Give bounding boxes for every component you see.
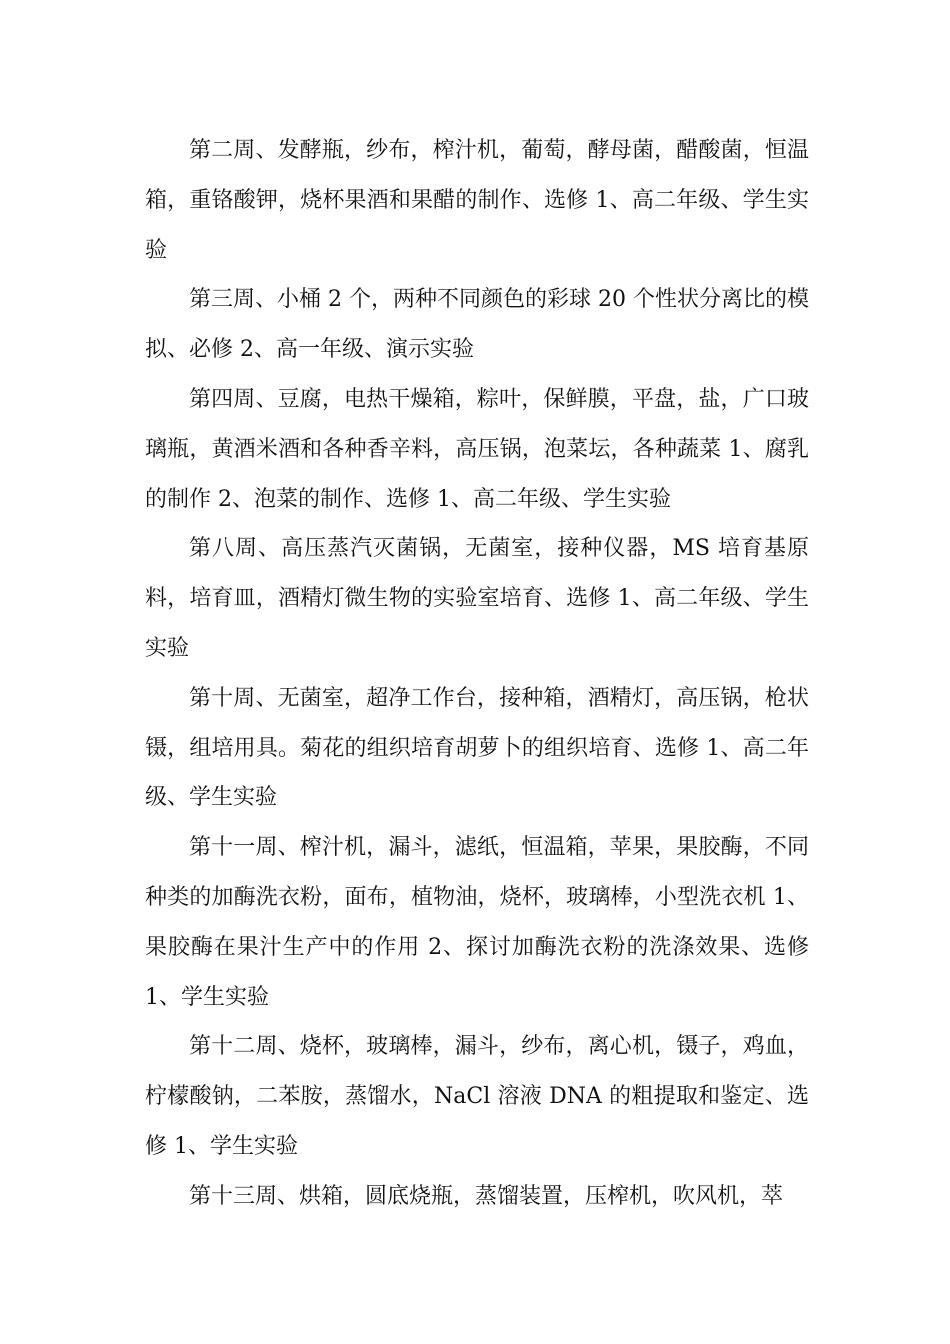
paragraph-week-4: 第四周、豆腐，电热干燥箱，粽叶，保鲜膜，平盘，盐，广口玻璃瓶，黄酒米酒和各种香辛料，高压锅，泡菜坛，各种蔬菜 1、腐乳的制作 2、泡菜的制作、选修 1、高二年级、学生实验 [145, 386, 809, 512]
paragraph-week-13: 第十三周、烘箱，圆底烧瓶，蒸馏装置，压榨机，吹风机，萃 [189, 1183, 784, 1209]
paragraph-week-3: 第三周、小桶 2 个，两种不同颜色的彩球 20 个性状分离比的模拟、必修 2、高一年级、演示实验 [145, 287, 809, 363]
paragraph-week-2: 第二周、发酵瓶，纱布，榨汁机，葡萄，酵母菌，醋酸菌，恒温箱，重铬酸钾，烧杯果酒和果醋的制作、选修 1、高二年级、学生实验 [145, 138, 809, 263]
paragraph-week-12: 第十二周、烧杯，玻璃棒，漏斗，纱布，离心机，镊子，鸡血，柠檬酸钠，二苯胺，蒸馏水，NaCl 溶液 DNA 的粗提取和鉴定、选修 1、学生实验 [145, 1034, 809, 1159]
paragraph-week-8: 第八周、高压蒸汽灭菌锅，无菌室，接种仪器，MS 培育基原料，培育皿，酒精灯微生物的实验室培育、选修 1、高二年级、学生实验 [145, 536, 809, 661]
paragraph-week-10: 第十周、无菌室，超净工作台，接种箱，酒精灯，高压锅，枪状镊，组培用具。菊花的组织培育胡萝卜的组织培育、选修 1、高二年级、学生实验 [145, 685, 809, 811]
paragraph-week-11: 第十一周、榨汁机，漏斗，滤纸，恒温箱，苹果，果胶酶，不同种类的加酶洗衣粉，面布，植物油，烧杯，玻璃棒，小型洗衣机 1、果胶酶在果汁生产中的作用 2、探讨加酶洗衣粉的洗涤效果、选修 1、学生实验 [145, 835, 809, 1010]
document-body [145, 126, 809, 1222]
